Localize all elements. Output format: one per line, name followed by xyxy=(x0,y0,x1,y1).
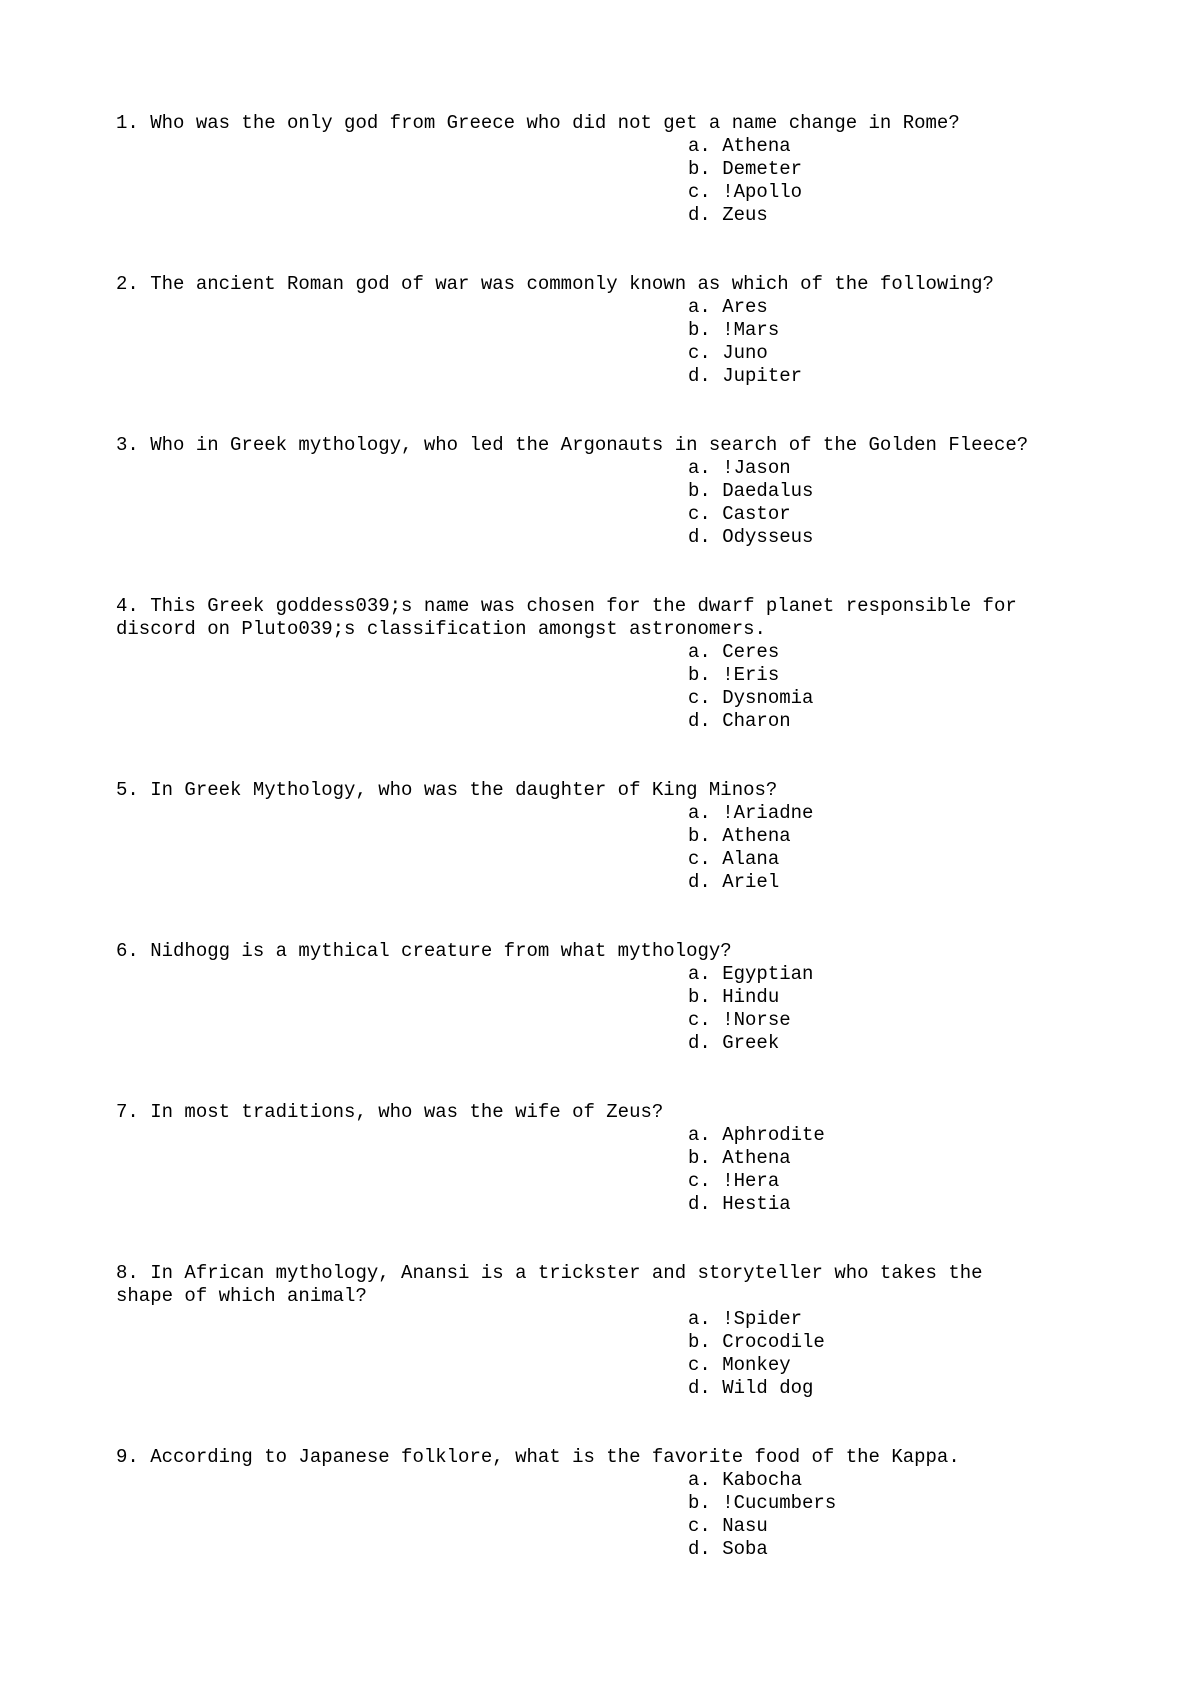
option-letter: c. xyxy=(688,1354,711,1376)
option-text: Wild dog xyxy=(722,1377,814,1399)
option-text: Athena xyxy=(722,135,791,157)
option-letter: a. xyxy=(688,135,711,157)
option-text: !Jason xyxy=(722,457,791,479)
option-letter: d. xyxy=(688,710,711,732)
option-letter: d. xyxy=(688,1193,711,1215)
option-letter: c. xyxy=(688,848,711,870)
answer-option xyxy=(688,319,1116,342)
answer-option xyxy=(688,1331,1116,1354)
answer-option xyxy=(688,986,1116,1009)
option-text: Kabocha xyxy=(722,1469,803,1491)
answer-option xyxy=(688,664,1116,687)
answer-option xyxy=(688,365,1116,388)
answer-option xyxy=(688,1124,1116,1147)
answer-options xyxy=(688,135,1116,227)
answer-options xyxy=(688,802,1116,894)
answer-option xyxy=(688,1009,1116,1032)
option-text: Soba xyxy=(722,1538,768,1560)
answer-options xyxy=(688,457,1116,549)
answer-option xyxy=(688,1492,1116,1515)
option-letter: b. xyxy=(688,1147,711,1169)
answer-option xyxy=(688,181,1116,204)
option-text: Daedalus xyxy=(722,480,814,502)
answer-option xyxy=(688,503,1116,526)
option-letter: b. xyxy=(688,480,711,502)
option-text: !Cucumbers xyxy=(722,1492,837,1514)
option-letter: d. xyxy=(688,1032,711,1054)
option-text: Demeter xyxy=(722,158,803,180)
question-block xyxy=(116,1262,1116,1400)
option-letter: b. xyxy=(688,319,711,341)
answer-options xyxy=(688,963,1116,1055)
option-text: Ares xyxy=(722,296,768,318)
option-letter: d. xyxy=(688,365,711,387)
option-text: Alana xyxy=(722,848,780,870)
option-letter: a. xyxy=(688,1308,711,1330)
answer-option xyxy=(688,641,1116,664)
option-letter: b. xyxy=(688,1331,711,1353)
option-text: Hestia xyxy=(722,1193,791,1215)
option-text: Charon xyxy=(722,710,791,732)
answer-option xyxy=(688,1193,1116,1216)
question-text: 6. Nidhogg is a mythical creature from what mythology? xyxy=(116,940,732,962)
answer-option xyxy=(688,1377,1116,1400)
answer-option xyxy=(688,204,1116,227)
option-text: Ariel xyxy=(722,871,780,893)
question-text: 5. In Greek Mythology, who was the daughter of King Minos? xyxy=(116,779,778,801)
answer-option xyxy=(688,687,1116,710)
option-text: !Eris xyxy=(722,664,780,686)
option-text: !Ariadne xyxy=(722,802,814,824)
question-text: 9. According to Japanese folklore, what is the favorite food of the Kappa. xyxy=(116,1446,960,1468)
question-block xyxy=(116,595,1116,733)
answer-option xyxy=(688,710,1116,733)
quiz-document xyxy=(116,112,1116,1607)
option-text: !Spider xyxy=(722,1308,803,1330)
answer-option xyxy=(688,296,1116,319)
option-text: Juno xyxy=(722,342,768,364)
question-block xyxy=(116,779,1116,894)
option-text: !Norse xyxy=(722,1009,791,1031)
option-text: !Apollo xyxy=(722,181,803,203)
question-block xyxy=(116,1446,1116,1561)
option-letter: d. xyxy=(688,1377,711,1399)
option-text: !Mars xyxy=(722,319,780,341)
option-letter: d. xyxy=(688,204,711,226)
answer-option xyxy=(688,1147,1116,1170)
option-letter: c. xyxy=(688,1170,711,1192)
question-text: 4. This Greek goddess039;s name was chosen for the dwarf planet responsible for discord on Pluto039;s classification amongst astronomers. xyxy=(116,595,1017,640)
option-letter: b. xyxy=(688,158,711,180)
answer-option xyxy=(688,457,1116,480)
option-letter: d. xyxy=(688,526,711,548)
option-text: Odysseus xyxy=(722,526,814,548)
answer-option xyxy=(688,158,1116,181)
option-text: Aphrodite xyxy=(722,1124,825,1146)
option-text: Castor xyxy=(722,503,791,525)
answer-option xyxy=(688,526,1116,549)
question-block xyxy=(116,940,1116,1055)
answer-option xyxy=(688,871,1116,894)
answer-option xyxy=(688,342,1116,365)
option-letter: a. xyxy=(688,296,711,318)
answer-options xyxy=(688,1308,1116,1400)
option-letter: c. xyxy=(688,503,711,525)
answer-option xyxy=(688,1308,1116,1331)
option-letter: d. xyxy=(688,1538,711,1560)
answer-option xyxy=(688,135,1116,158)
option-text: Zeus xyxy=(722,204,768,226)
question-text: 8. In African mythology, Anansi is a trickster and storyteller who takes the shape of which animal? xyxy=(116,1262,983,1307)
answer-option xyxy=(688,802,1116,825)
option-letter: b. xyxy=(688,1492,711,1514)
option-letter: c. xyxy=(688,687,711,709)
question-block xyxy=(116,273,1116,388)
option-text: Ceres xyxy=(722,641,780,663)
option-text: Crocodile xyxy=(722,1331,825,1353)
answer-option xyxy=(688,848,1116,871)
answer-option xyxy=(688,1538,1116,1561)
option-letter: a. xyxy=(688,802,711,824)
answer-options xyxy=(688,296,1116,388)
option-text: Dysnomia xyxy=(722,687,814,709)
option-letter: d. xyxy=(688,871,711,893)
option-text: Athena xyxy=(722,1147,791,1169)
answer-option xyxy=(688,1032,1116,1055)
option-letter: b. xyxy=(688,986,711,1008)
option-letter: a. xyxy=(688,457,711,479)
option-letter: b. xyxy=(688,664,711,686)
answer-options xyxy=(688,1469,1116,1561)
answer-options xyxy=(688,1124,1116,1216)
option-text: Athena xyxy=(722,825,791,847)
question-text: 3. Who in Greek mythology, who led the Argonauts in search of the Golden Fleece? xyxy=(116,434,1029,456)
option-letter: b. xyxy=(688,825,711,847)
option-letter: c. xyxy=(688,181,711,203)
question-text: 7. In most traditions, who was the wife of Zeus? xyxy=(116,1101,664,1123)
option-text: Hindu xyxy=(722,986,780,1008)
answer-option xyxy=(688,480,1116,503)
answer-option xyxy=(688,1354,1116,1377)
option-letter: c. xyxy=(688,1515,711,1537)
option-text: Nasu xyxy=(722,1515,768,1537)
option-letter: a. xyxy=(688,641,711,663)
option-letter: a. xyxy=(688,1124,711,1146)
question-block xyxy=(116,434,1116,549)
question-block xyxy=(116,112,1116,227)
option-letter: c. xyxy=(688,342,711,364)
answer-option xyxy=(688,1469,1116,1492)
option-letter: c. xyxy=(688,1009,711,1031)
answer-option xyxy=(688,1515,1116,1538)
option-letter: a. xyxy=(688,963,711,985)
answer-option xyxy=(688,825,1116,848)
option-text: Greek xyxy=(722,1032,780,1054)
option-text: Monkey xyxy=(722,1354,791,1376)
option-text: Jupiter xyxy=(722,365,803,387)
question-text: 2. The ancient Roman god of war was commonly known as which of the following? xyxy=(116,273,994,295)
option-letter: a. xyxy=(688,1469,711,1491)
option-text: Egyptian xyxy=(722,963,814,985)
answer-option xyxy=(688,1170,1116,1193)
answer-options xyxy=(688,641,1116,733)
option-text: !Hera xyxy=(722,1170,780,1192)
question-text: 1. Who was the only god from Greece who did not get a name change in Rome? xyxy=(116,112,960,134)
question-block xyxy=(116,1101,1116,1216)
answer-option xyxy=(688,963,1116,986)
